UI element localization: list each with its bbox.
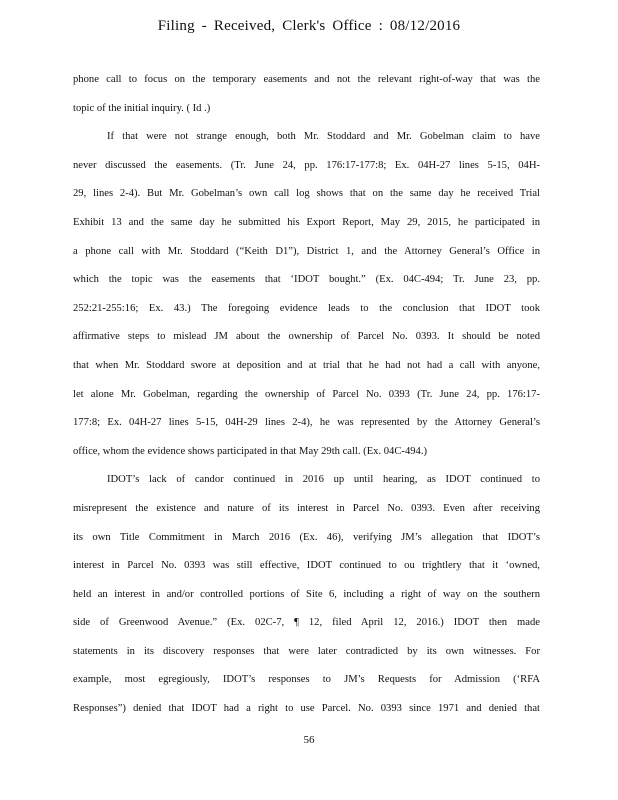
text-line: statements in its discovery responses that were later contradicted by its own witnesses. For xyxy=(73,645,540,657)
text-line: never discussed the easements. (Tr. June 24, pp. 176:17-177:8; Ex. 04H-27 lines 5-15, 04H- xyxy=(73,159,540,171)
text-line: topic of the initial inquiry. ( Id .) xyxy=(73,102,211,114)
text-line: phone call to focus on the temporary easements and not the relevant right-of-way that was the xyxy=(73,74,540,85)
text-line: let alone Mr. Gobelman, regarding the ownership of Parcel No. 0393 (Tr. June 24, pp. 176:17- xyxy=(73,388,540,400)
text-line: office, whom the evidence shows participated in that May 29th call. (Ex. 04C-494.) xyxy=(73,445,428,457)
paragraph-first-line: IDOT’s lack of candor continued in 2016 up until hearing, as IDOT continued to xyxy=(107,474,540,486)
text-line: that when Mr. Stoddard swore at deposition and at trial that he had not had a call with anyone, xyxy=(73,359,540,371)
text-line: side of Greenwood Avenue.” (Ex. 02C-7, ¶ 12, filed April 12, 2016.) IDOT then made xyxy=(73,617,540,629)
text-line: 29, lines 2-4). But Mr. Gobelman’s own call log shows that on the same day he received Trial xyxy=(73,188,540,200)
text-line: example, most egregiously, IDOT’s responses to JM’s Requests for Admission (‘RFA xyxy=(73,674,540,686)
text-line: Responses”) denied that IDOT had a right to use Parcel. No. 0393 since 1971 and denied that xyxy=(73,703,540,715)
text-line: 177:8; Ex. 04H-27 lines 5-15, 04H-29 lines 2-4), he was represented by the Attorney General’s xyxy=(73,417,540,429)
text-line: held an interest in and/or controlled portions of Site 6, including a right of way on the southern xyxy=(73,588,540,600)
text-line: a phone call with Mr. Stoddard (“Keith D1”), District 1, and the Attorney General’s Office in xyxy=(73,245,540,257)
text-line: interest in Parcel No. 0393 was still effective, IDOT continued to ou trightlery that it ‘owned, xyxy=(73,560,540,572)
text-line: its own Title Commitment in March 2016 (Ex. 46), verifying JM’s allegation that IDOT’s xyxy=(73,531,540,543)
body-text xyxy=(73,66,540,724)
text-line: 252:21-255:16; Ex. 43.) The foregoing evidence leads to the conclusion that IDOT took xyxy=(73,302,540,314)
text-line: which the topic was the easements that ‘IDOT bought.” (Ex. 04C-494; Tr. June 23, pp. xyxy=(73,274,540,286)
paragraph-first-line: If that were not strange enough, both Mr. Stoddard and Mr. Gobelman claim to have xyxy=(107,131,540,143)
page-number: 56 xyxy=(303,734,315,746)
text-line: affirmative steps to mislead JM about the ownership of Parcel No. 0393. It should be noted xyxy=(73,331,540,343)
filing-stamp-header: Filing - Received, Clerk's Office : 08/12/2016 xyxy=(157,18,461,34)
text-line: misrepresent the existence and nature of its interest in Parcel No. 0393. Even after receiving xyxy=(73,502,540,514)
text-line: Exhibit 13 and the same day he submitted his Export Report, May 29, 2015, he participated in xyxy=(73,216,540,228)
